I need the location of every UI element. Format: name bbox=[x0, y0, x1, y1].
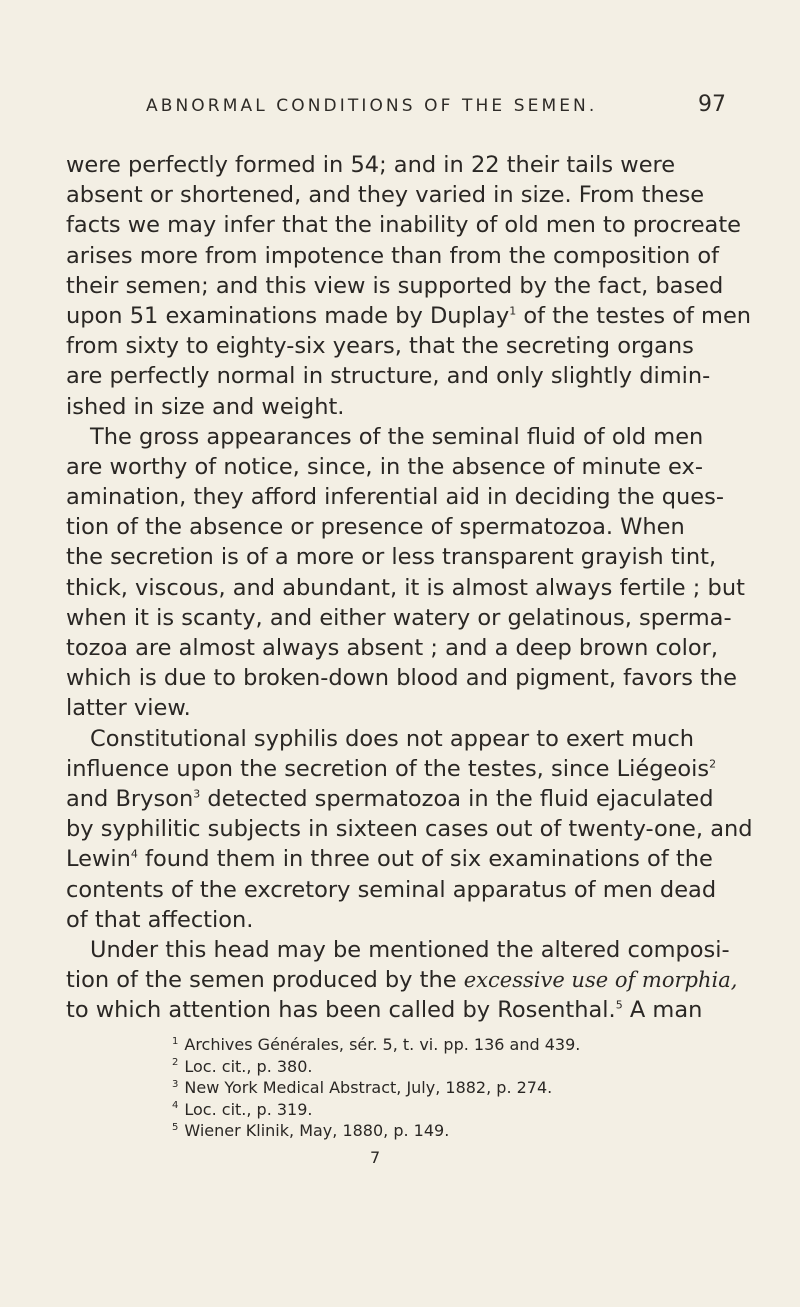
line-text: were perfectly formed in 54; and in 22 their tails were bbox=[66, 152, 676, 178]
text-line bbox=[66, 754, 746, 784]
line-text: amination, they afford inferential aid in deciding the ques- bbox=[66, 484, 724, 511]
footnote-number: 4 bbox=[172, 1100, 179, 1112]
line-text: the secretion is of a more or less transparent grayish tint, bbox=[66, 544, 717, 571]
line-text: Lewin bbox=[66, 846, 131, 873]
footnotes bbox=[172, 1034, 732, 1142]
line-text: found them in three out of six examinations of the bbox=[137, 846, 713, 873]
line-text: ished in size and weight. bbox=[66, 393, 345, 420]
footnote bbox=[172, 1034, 732, 1056]
line-text: of the testes of men bbox=[516, 302, 752, 329]
line-text: tion of the semen produced by the bbox=[66, 967, 464, 994]
text-line bbox=[66, 150, 746, 180]
text-line bbox=[66, 814, 753, 844]
line-text: upon 51 examinations made by Duplay bbox=[66, 302, 510, 329]
line-text: absent or shortened, and they varied in size. From these bbox=[66, 182, 705, 209]
footnote bbox=[172, 1120, 732, 1142]
page-header bbox=[146, 92, 726, 122]
line-text: when it is scanty, and either watery or gelatinous, sperma- bbox=[66, 604, 732, 631]
line-text: A man bbox=[622, 997, 703, 1024]
text-line bbox=[66, 452, 746, 482]
text-line bbox=[66, 995, 746, 1025]
text-line bbox=[66, 965, 746, 995]
footnote-text: Archives Générales, sér. 5, t. vi. pp. 136 and 439. bbox=[184, 1035, 581, 1054]
text-line bbox=[66, 422, 746, 452]
line-text: influence upon the secretion of the testes, since Liégeois bbox=[66, 755, 710, 782]
signature-mark: 7 bbox=[370, 1148, 381, 1167]
line-text: facts we may infer that the inability of old men to procreate bbox=[66, 212, 741, 239]
line-text: which is due to broken-down blood and pigment, favors the bbox=[66, 665, 738, 692]
footnote-text: New York Medical Abstract, July, 1882, p. 274. bbox=[184, 1078, 553, 1098]
footnote-text: Wiener Klinik, May, 1880, p. 149. bbox=[184, 1121, 450, 1141]
line-text: arises more from impotence than from the composition of bbox=[66, 242, 720, 269]
footnote bbox=[172, 1056, 732, 1078]
line-text: contents of the excretory seminal apparatus of men dead bbox=[66, 876, 717, 903]
line-text: to which attention has been called by Rosenthal. bbox=[66, 997, 616, 1024]
text-line bbox=[66, 361, 746, 391]
line-text: The gross appearances of the seminal fluid of old men bbox=[90, 423, 704, 450]
text-line bbox=[66, 573, 746, 603]
text-line bbox=[66, 935, 746, 965]
text-line bbox=[66, 392, 746, 422]
line-text: Under this head may be mentioned the altered composi- bbox=[90, 936, 730, 963]
text-line bbox=[66, 693, 746, 723]
line-text: their semen; and this view is supported by the fact, based bbox=[66, 272, 724, 299]
text-line bbox=[66, 331, 746, 361]
text-line bbox=[66, 603, 746, 633]
footnote-ref: 5 bbox=[615, 998, 623, 1012]
text-line bbox=[66, 241, 746, 271]
footnote-text: Loc. cit., p. 380. bbox=[184, 1056, 313, 1076]
text-line bbox=[66, 875, 746, 905]
text-line bbox=[66, 542, 746, 572]
line-text: thick, viscous, and abundant, it is almost always fertile ; but bbox=[66, 574, 745, 601]
text-line bbox=[66, 905, 746, 935]
line-text: are worthy of notice, since, in the absence of minute ex- bbox=[66, 453, 703, 480]
footnote-number: 2 bbox=[172, 1057, 179, 1069]
line-text: of that affection. bbox=[66, 906, 254, 933]
italic-text: excessive use of morphia, bbox=[463, 968, 738, 993]
footnote bbox=[172, 1099, 732, 1121]
footnote-number: 3 bbox=[172, 1078, 179, 1090]
line-text: latter view. bbox=[66, 695, 191, 722]
text-line bbox=[66, 844, 746, 874]
line-text: tion of the absence or presence of spermatozoa. When bbox=[66, 514, 685, 541]
text-line bbox=[66, 180, 746, 210]
footnote-ref: 4 bbox=[130, 847, 138, 861]
running-head: ABNORMAL CONDITIONS OF THE SEMEN. bbox=[146, 96, 598, 116]
body-text bbox=[66, 150, 753, 1025]
text-line bbox=[66, 784, 746, 814]
footnote-ref: 2 bbox=[709, 757, 717, 771]
text-line bbox=[66, 482, 746, 512]
line-text: are perfectly normal in structure, and only slightly dimin- bbox=[66, 363, 711, 390]
line-text: tozoa are almost always absent ; and a deep brown color, bbox=[66, 635, 719, 661]
footnote-ref: 1 bbox=[509, 304, 517, 318]
line-text: detected spermatozoa in the fluid ejaculated bbox=[200, 785, 714, 812]
page-number: 97 bbox=[698, 92, 726, 117]
line-text: Constitutional syphilis does not appear to exert much bbox=[90, 725, 694, 752]
text-line bbox=[66, 633, 746, 663]
line-text: from sixty to eighty-six years, that the secreting organs bbox=[66, 333, 694, 360]
footnote-number: 5 bbox=[172, 1122, 179, 1134]
footnote bbox=[172, 1077, 732, 1099]
text-line bbox=[66, 663, 746, 693]
line-text: and Bryson bbox=[66, 785, 194, 812]
text-line bbox=[66, 512, 746, 542]
footnote-number: 1 bbox=[172, 1035, 179, 1047]
text-line bbox=[66, 271, 746, 301]
line-text: by syphilitic subjects in sixteen cases out of twenty-one, and bbox=[66, 816, 753, 843]
text-line bbox=[66, 210, 746, 240]
footnote-text: Loc. cit., p. 319. bbox=[184, 1099, 313, 1119]
text-line bbox=[66, 724, 746, 754]
text-line bbox=[66, 301, 752, 331]
footnote-ref: 3 bbox=[193, 787, 201, 801]
